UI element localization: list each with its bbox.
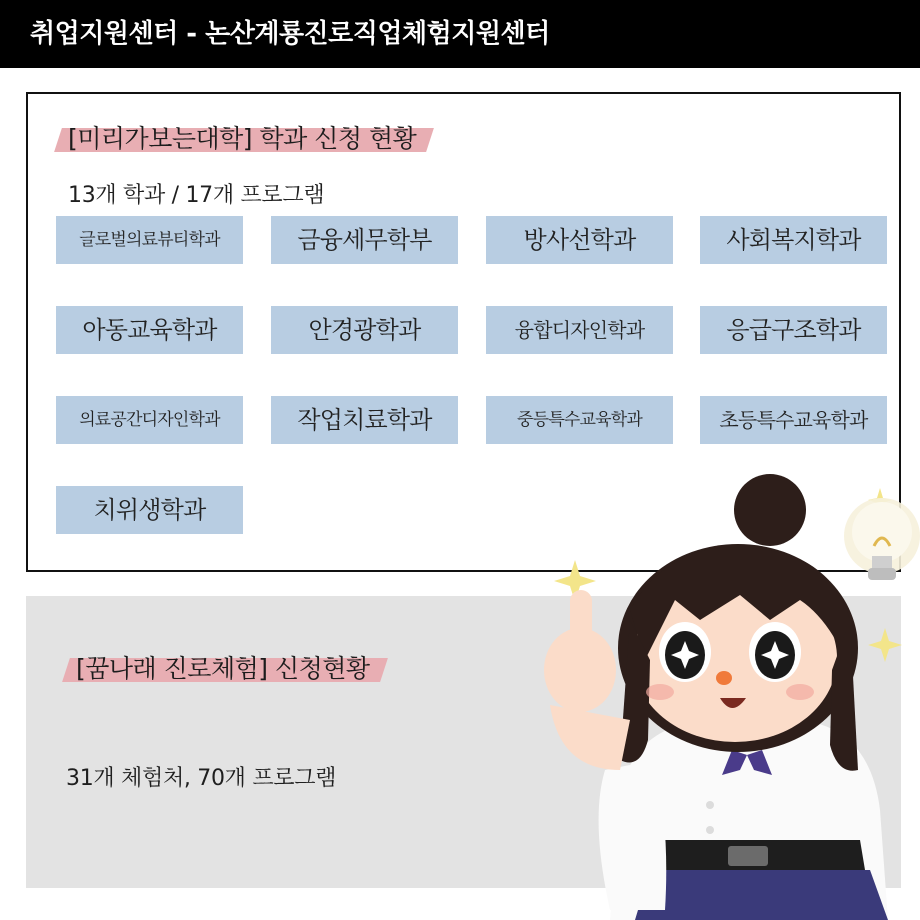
sparkle-icon (868, 628, 902, 662)
department-chip: 사회복지학과 (700, 216, 887, 264)
department-chip: 안경광학과 (271, 306, 458, 354)
university-summary: 13개 학과 / 17개 프로그램 (68, 183, 325, 208)
department-chip: 금융세무학부 (271, 216, 458, 264)
light-bulb-icon (844, 498, 920, 580)
department-chip: 중등특수교육학과 (486, 396, 673, 444)
university-section-title: [미리가보는대학] 학과 신청 현황 (58, 124, 430, 154)
department-chip: 치위생학과 (56, 486, 243, 534)
experience-summary: 31개 체험처, 70개 프로그램 (66, 766, 337, 791)
page-header (0, 0, 920, 68)
experience-section-title: [꿈나래 진로체험] 신청현황 (66, 654, 384, 684)
department-chip: 아동교육학과 (56, 306, 243, 354)
department-chip: 작업치료학과 (271, 396, 458, 444)
department-chip: 응급구조학과 (700, 306, 887, 354)
department-chip: 융합디자인학과 (486, 306, 673, 354)
header-title: 취업지원센터 - 논산계룡진로직업체험지원센터 (30, 19, 550, 49)
character-illustration (470, 470, 920, 920)
department-chip: 초등특수교육학과 (700, 396, 887, 444)
department-chip: 방사선학과 (486, 216, 673, 264)
department-chip: 의료공간디자인학과 (56, 396, 243, 444)
department-chip: 글로벌의료뷰티학과 (56, 216, 243, 264)
